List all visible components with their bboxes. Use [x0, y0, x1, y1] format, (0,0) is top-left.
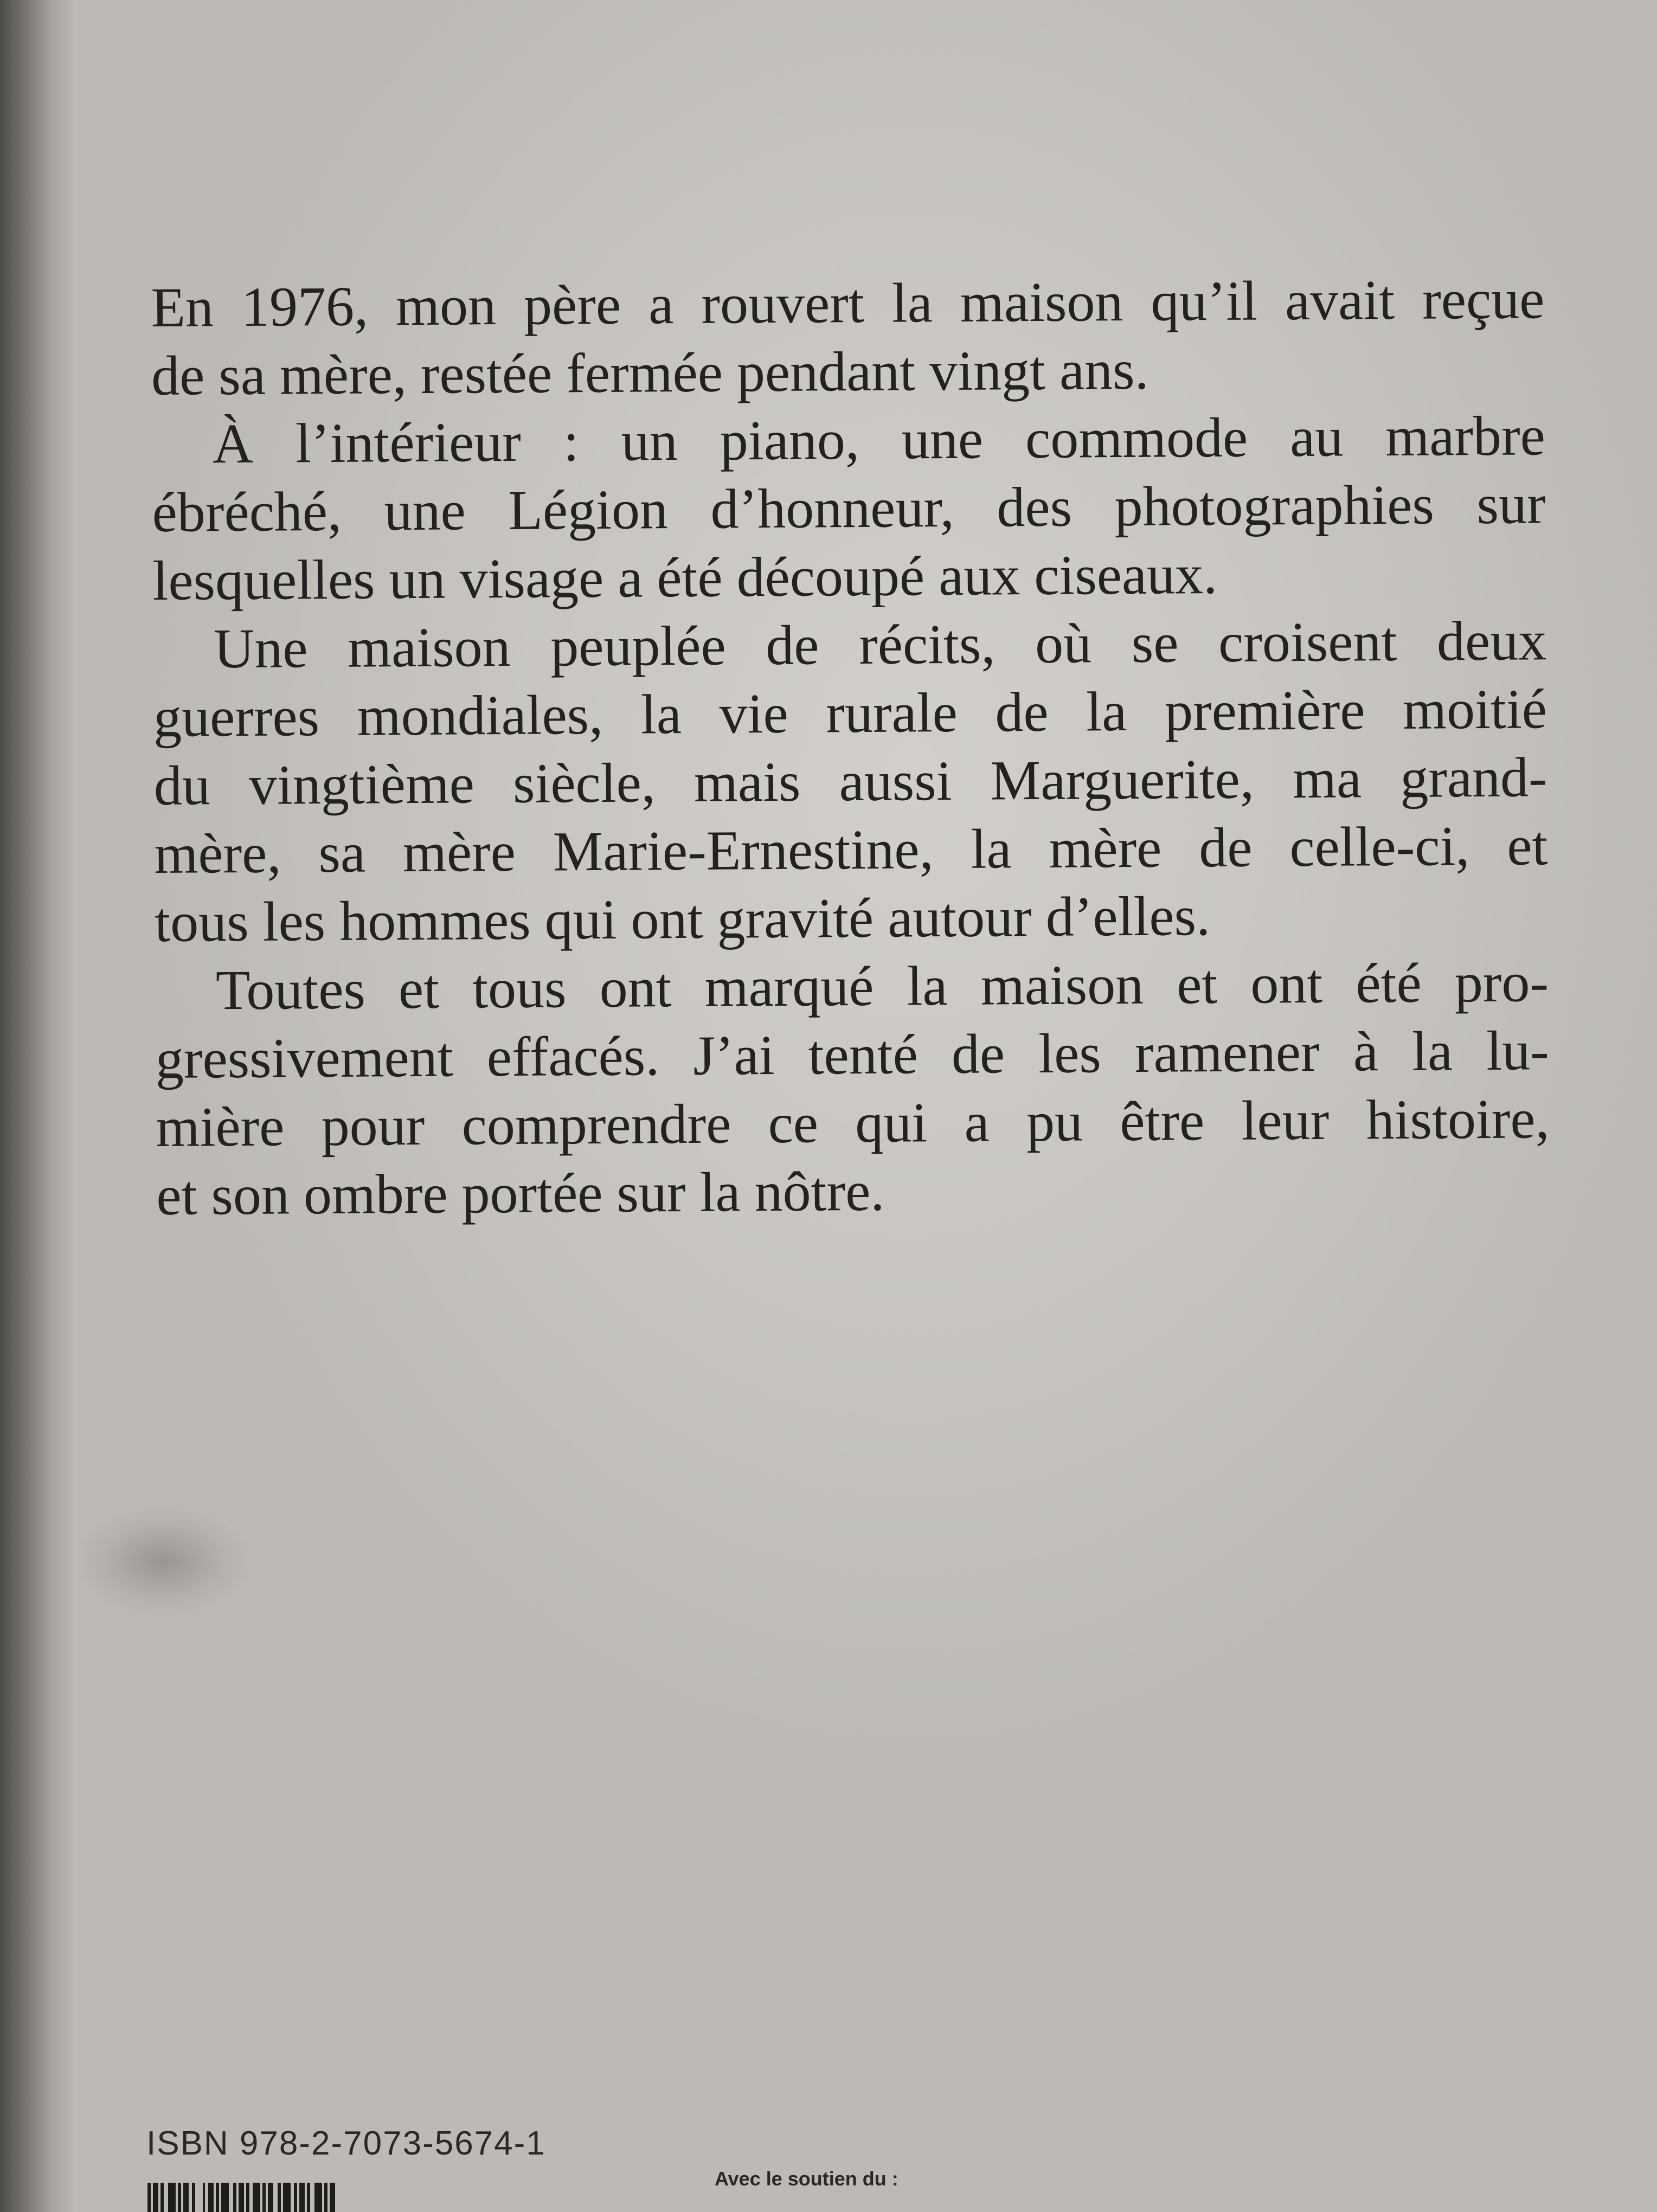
barcode-bar — [195, 2183, 203, 2212]
barcode-bar — [239, 2183, 244, 2212]
barcode-bar — [283, 2183, 291, 2212]
blurb-line: Toutes et tous ont marqué la maison et ont été pro- — [215, 951, 1549, 1022]
paper-smudge — [76, 1507, 249, 1616]
barcode-bar — [153, 2183, 158, 2212]
book-edge-shadow — [0, 0, 76, 2212]
blurb-line: du vingtième siècle, mais aussi Marguerite, ma grand- — [153, 746, 1548, 817]
barcode-bar — [330, 2183, 335, 2212]
barcode-bar — [164, 2183, 168, 2212]
barcode-bar — [268, 2183, 273, 2212]
back-cover-blurb — [151, 265, 1550, 1230]
barcode-bar — [208, 2183, 214, 2212]
blurb-line: tous les hommes qui ont gravité autour d’elles. — [154, 885, 1211, 954]
blurb-line: Une maison peuplée de récits, où se croisent deux — [213, 609, 1547, 680]
barcode — [147, 2183, 570, 2212]
blurb-line: À l’intérieur : un piano, une commode au marbre — [212, 404, 1546, 475]
barcode-bar — [314, 2183, 322, 2212]
blurb-line: mière pour comprendre ce qui a pu être leur histoire, — [156, 1088, 1550, 1159]
barcode-bar — [299, 2183, 305, 2212]
barcode-bar — [183, 2183, 189, 2212]
blurb-line: gressivement effacés. J’ai tenté de les ramener à la lu- — [155, 1019, 1550, 1090]
barcode-bar — [168, 2183, 176, 2212]
blurb-line: guerres mondiales, la vie rurale de la première moitié — [153, 678, 1547, 749]
blurb-line: ébréché, une Légion d’honneur, des photographies sur — [152, 473, 1546, 544]
blurb-line: En 1976, mon père a rouvert la maison qu’il avait reçue — [151, 268, 1545, 339]
barcode-bar — [229, 2183, 233, 2212]
barcode-bar — [310, 2183, 314, 2212]
barcode-bar — [253, 2183, 260, 2212]
isbn-label: ISBN 978-2-7073-5674-1 — [146, 2125, 546, 2162]
barcode-bar — [335, 2183, 338, 2212]
blurb-line: et son ombre portée sur la nôtre. — [156, 1160, 885, 1227]
support-label: Avec le soutien du : — [715, 2168, 898, 2190]
blurb-line: de sa mère, restée fermée pendant vingt ans. — [151, 338, 1149, 407]
barcode-bar — [221, 2183, 229, 2212]
barcode-bar — [273, 2183, 278, 2212]
blurb-line: lesquelles un visage a été découpé aux ciseaux. — [152, 543, 1218, 612]
blurb-line: mère, sa mère Marie-Ernestine, la mère de celle-ci, et — [154, 814, 1548, 885]
